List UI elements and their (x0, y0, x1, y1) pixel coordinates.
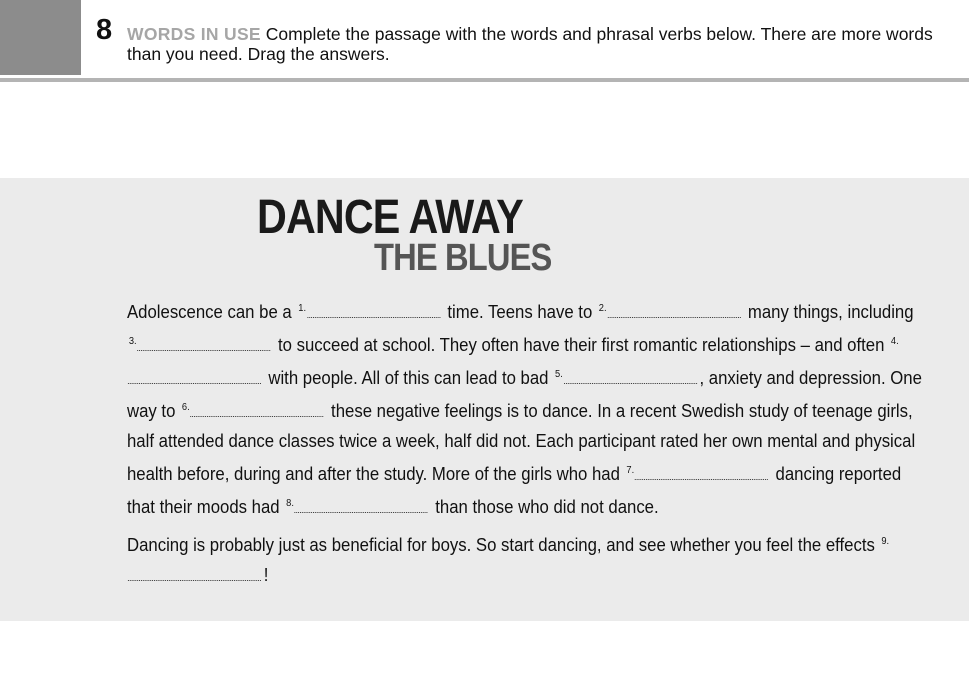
answer-gap-1[interactable] (307, 305, 440, 318)
header-divider (0, 78, 969, 82)
answer-gap-9[interactable] (128, 568, 261, 581)
passage-segment: with people. All of this can lead to bad (268, 368, 549, 388)
gap-number-5: 5. (555, 369, 563, 380)
gap-number-6: 6. (181, 402, 190, 413)
passage-segment: time. Teens have to (447, 302, 593, 322)
article-subtitle: THE BLUES (374, 237, 552, 279)
passage-segment: to succeed at school. They often have their first romantic relationships – and often (277, 335, 885, 355)
header-corner-block (0, 0, 81, 75)
passage-segment: than those who did not dance. (435, 497, 659, 517)
answer-gap-5[interactable] (564, 371, 697, 384)
article-title: DANCE AWAY (257, 191, 523, 244)
passage-segment: many things, including (747, 302, 914, 322)
answer-gap-3[interactable] (138, 338, 271, 351)
passage-segment: ! (263, 565, 269, 585)
passage-segment: , anxiety and depression. One way to (127, 368, 922, 421)
passage-segment: Adolescence can be a (127, 302, 292, 322)
gap-number-4: 4. (890, 336, 899, 347)
answer-gap-7[interactable] (635, 467, 768, 480)
gap-number-2: 2. (598, 303, 607, 314)
answer-gap-4[interactable] (128, 371, 261, 384)
answer-gap-6[interactable] (191, 404, 324, 417)
gap-number-9: 9. (881, 536, 890, 547)
exercise-title: WORDS IN USE (127, 24, 261, 44)
answer-gap-8[interactable] (295, 500, 428, 513)
gap-number-8: 8. (286, 498, 294, 509)
gap-number-3: 3. (128, 336, 137, 347)
passage-panel (0, 178, 969, 621)
paragraph-1 (127, 294, 927, 522)
answer-gap-2[interactable] (607, 305, 740, 318)
passage-text (127, 294, 927, 590)
gap-number-7: 7. (626, 465, 635, 476)
exercise-number: 8 (96, 14, 113, 46)
instruction-text: Complete the passage with the words and phrasal verbs below. There are more words than you need. Drag the answers. (127, 24, 933, 64)
gap-number-1: 1. (298, 303, 307, 314)
passage-segment: Dancing is probably just as beneficial for boys. So start dancing, and see whether you feel the effects (127, 535, 875, 555)
exercise-header (0, 0, 969, 78)
passage-segment: dancing reported that their moods had (127, 464, 902, 517)
exercise-instruction (127, 24, 947, 64)
passage-segment: these negative feelings is to dance. In a recent Swedish study of teenage girls, half attended dance classes twice a week, half did not. Each participant rated her own mental and physical health before, during and after the study. More of the girls who had (127, 401, 916, 484)
paragraph-2 (127, 527, 927, 590)
